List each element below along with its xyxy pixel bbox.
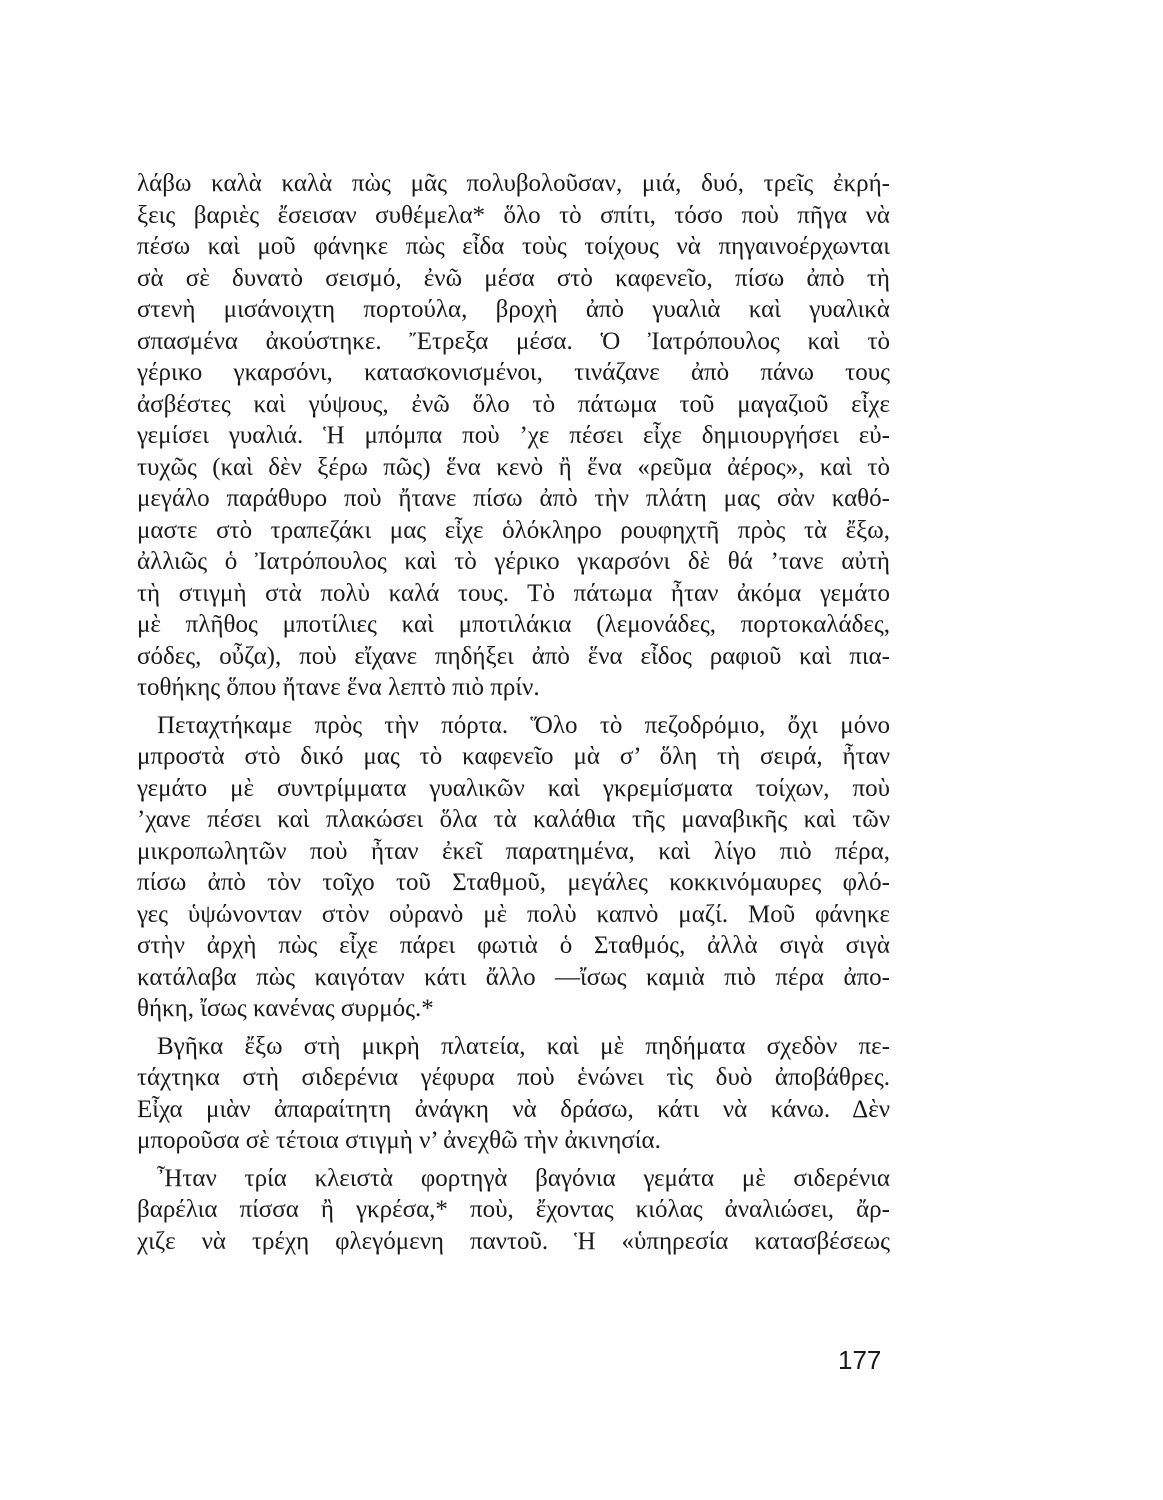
text-line: ἀλλιῶς ὁ Ἰατρόπουλος καὶ τὸ γέρικο γκαρσόνι δὲ θά ’τανε αὐτὴ: [137, 548, 890, 575]
text-line: ξεις βαριὲς ἔσεισαν συθέμελα* ὅλο τὸ σπίτι, τόσο ποὺ πῆγα νὰ: [137, 201, 890, 229]
text-line: Ἦταν τρία κλειστὰ φορτηγὰ βαγόνια γεμάτα μὲ σιδερένια: [157, 1164, 890, 1192]
text-line: μικροπωλητῶν ποὺ ἦταν ἐκεῖ παρατημένα, καὶ λίγο πιὸ πέρα,: [137, 837, 890, 865]
text-line: μεγάλο παράθυρο ποὺ ἤτανε πίσω ἀπὸ τὴν πλάτη μας σὰν καθό-: [137, 485, 890, 512]
text-line: σπασμένα ἀκούστηκε. Ἔτρεξα μέσα. Ὁ Ἰατρόπουλος καὶ τὸ: [137, 327, 890, 355]
paragraph: [137, 710, 890, 1025]
text-line: γεμίσει γυαλιά. Ἡ μπόμπα ποὺ ’χε πέσει εἶχε δημιουργήσει εὐ-: [137, 422, 890, 449]
text-line: Εἶχα μιὰν ἀπαραίτητη ἀνάγκη νὰ δράσω, κάτι νὰ κάνω. Δὲν: [137, 1095, 890, 1123]
page-number: 177: [838, 1345, 882, 1375]
text-line: στὴν ἀρχὴ πὼς εἶχε πάρει φωτιὰ ὁ Σταθμός, ἀλλὰ σιγὰ σιγὰ: [137, 932, 890, 959]
text-line: μποροῦσα σὲ τέτοια στιγμὴ ν’ ἀνεχθῶ τὴν ἀκινησία.: [137, 1127, 661, 1154]
text-line: μαστε στὸ τραπεζάκι μας εἶχε ὁλόκληρο ρουφηχτῆ πρὸς τὰ ἔξω,: [137, 516, 890, 544]
body-text: [137, 168, 890, 1257]
text-line: χιζε νὰ τρέχη φλεγόμενη παντοῦ. Ἡ «ὑπηρεσία κατασβέσεως: [137, 1227, 890, 1255]
text-line: τάχτηκα στὴ σιδερένια γέφυρα ποὺ ἑνώνει τὶς δυὸ ἀποβάθρες.: [137, 1064, 890, 1091]
text-line: στενὴ μισάνοιχτη πορτούλα, βροχὴ ἀπὸ γυαλιὰ καὶ γυαλικὰ: [137, 296, 890, 323]
text-line: τὴ στιγμὴ στὰ πολὺ καλά τους. Τὸ πάτωμα ἦταν ἀκόμα γεμάτο: [137, 579, 890, 607]
text-line: πέσω καὶ μοῦ φάνηκε πὼς εἶδα τοὺς τοίχους νὰ πηγαινοέρχωνται: [137, 233, 890, 260]
text-line: κατάλαβα πὼς καιγόταν κάτι ἄλλο —ἴσως καμιὰ πιὸ πέρα ἀπο-: [137, 963, 890, 991]
text-line: σόδες, οὖζα), ποὺ εἴχανε πηδήξει ἀπὸ ἕνα εἶδος ραφιοῦ καὶ πια-: [137, 642, 890, 670]
text-line: σὰ σὲ δυνατὸ σεισμό, ἐνῶ μέσα στὸ καφενεῖο, πίσω ἀπὸ τὴ: [137, 264, 890, 292]
text-line: γες ὑψώνονταν στὸν οὐρανὸ μὲ πολὺ καπνὸ μαζί. Μοῦ φάνηκε: [137, 900, 890, 928]
paragraph: [137, 1031, 890, 1157]
text-line: μπροστὰ στὸ δικό μας τὸ καφενεῖο μὰ σ’ ὅλη τὴ σειρά, ἦταν: [137, 743, 890, 770]
paragraph: [137, 1163, 890, 1258]
text-line: Πεταχτήκαμε πρὸς τὴν πόρτα. Ὅλο τὸ πεζοδρόμιο, ὄχι μόνο: [157, 711, 890, 739]
text-line: τοθήκης ὅπου ἤτανε ἕνα λεπτὸ πιὸ πρίν.: [137, 674, 540, 701]
text-line: μὲ πλῆθος μποτίλιες καὶ μποτιλάκια (λεμονάδες, πορτοκαλάδες,: [137, 611, 890, 638]
text-line: γέρικο γκαρσόνι, κατασκονισμένοι, τινάζανε ἀπὸ πάνω τους: [137, 359, 890, 386]
text-line: βαρέλια πίσσα ἢ γκρέσα,* ποὺ, ἔχοντας κιόλας ἀναλιώσει, ἄρ-: [137, 1196, 890, 1223]
text-line: ἀσβέστες καὶ γύψους, ἐνῶ ὅλο τὸ πάτωμα τοῦ μαγαζιοῦ εἶχε: [137, 390, 890, 418]
text-line: λάβω καλὰ καλὰ πὼς μᾶς πολυβολοῦσαν, μιά, δυό, τρεῖς ἐκρή-: [137, 170, 890, 197]
text-line: θήκη, ἴσως κανένας συρμός.*: [137, 995, 434, 1022]
text-line: γεμάτο μὲ συντρίμματα γυαλικῶν καὶ γκρεμίσματα τοίχων, ποὺ: [137, 774, 890, 802]
text-line: ’χανε πέσει καὶ πλακώσει ὅλα τὰ καλάθια τῆς μαναβικῆς καὶ τῶν: [137, 806, 890, 833]
paragraph: [137, 168, 890, 704]
text-line: πίσω ἀπὸ τὸν τοῖχο τοῦ Σταθμοῦ, μεγάλες κοκκινόμαυρες φλό-: [137, 869, 890, 896]
text-line: τυχῶς (καὶ δὲν ξέρω πῶς) ἕνα κενὸ ἢ ἕνα «ρεῦμα ἀέρος», καὶ τὸ: [137, 453, 890, 481]
text-line: Βγῆκα ἔξω στὴ μικρὴ πλατεία, καὶ μὲ πηδήματα σχεδὸν πε-: [157, 1032, 890, 1060]
